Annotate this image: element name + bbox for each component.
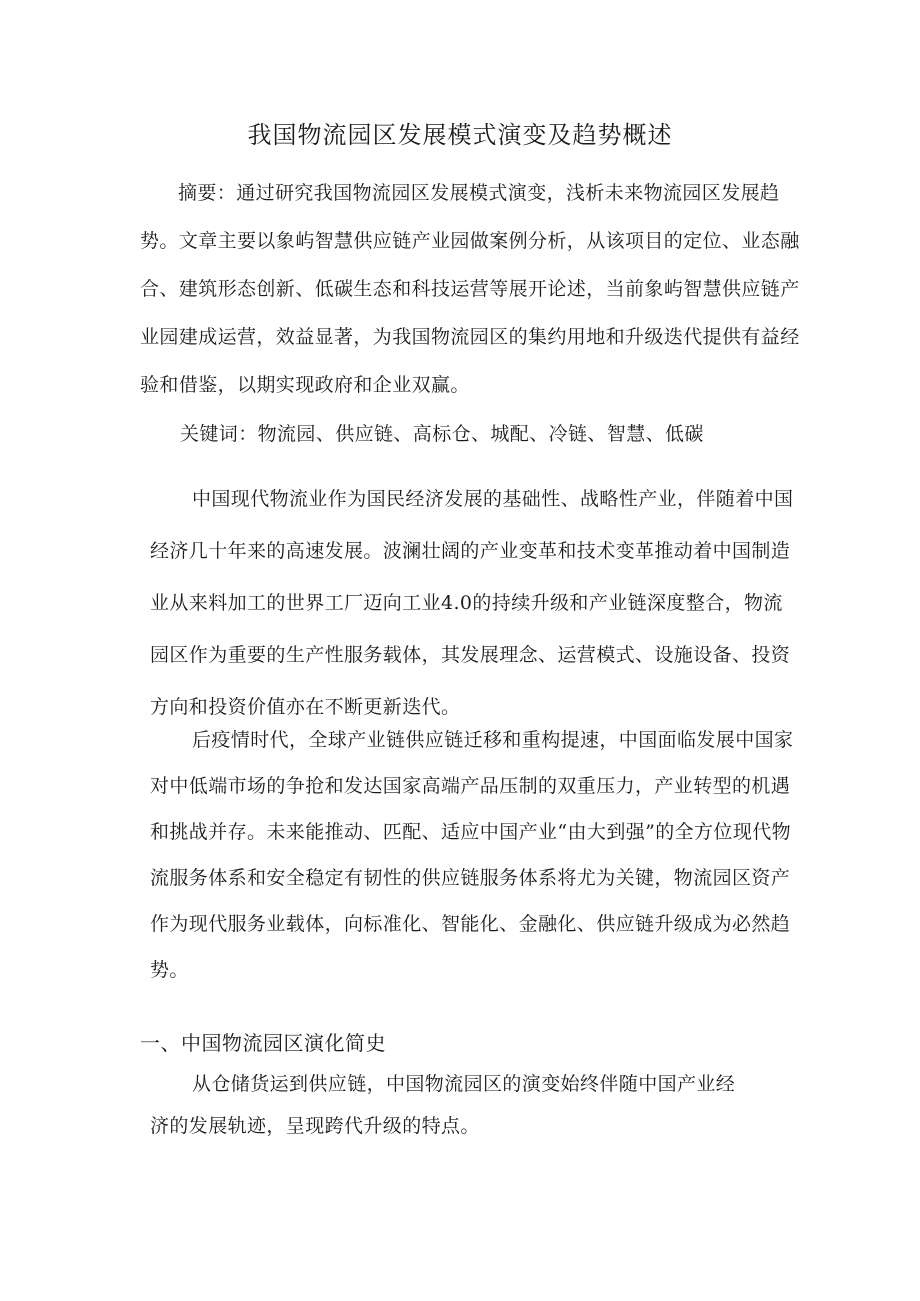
document-title: 我国物流园区发展模式演变及趋势概述: [247, 121, 673, 149]
abstract-paragraph: 摘要：通过研究我国物流园区发展模式演变，浅析未来物流园区发展趋势。文章主要以象屿智慧供应链产业园做案例分析，从该项目的定位、业态融合、建筑形态创新、低碳生态和科技运营等展开论述，当前象屿智慧供应链产业园建成运营，效益显著，为我国物流园区的集约用地和升级迭代提供有益经验和借鉴，以期实现政府和企业双赢。: [140, 182, 800, 396]
section-heading-1: 一、中国物流园区演化简史: [140, 1031, 386, 1055]
body-paragraph-2: 后疫情时代，全球产业链供应链迁移和重构提速，中国面临发展中国家对中低端市场的争抢和发达国家高端产品压制的双重压力，产业转型的机遇和挑战并存。未来能推动、匹配、适应中国产业“由大到强”的全方位现代物流服务体系和安全稳定有韧性的供应链服务体系将尤为关键，物流园区资产作为现代服务业载体，向标准化、智能化、金融化、供应链升级成为必然趋势。: [150, 729, 794, 981]
body-paragraph-1: 中国现代物流业作为国民经济发展的基础性、战略性产业，伴随着中国经济几十年来的高速发展。波澜壮阔的产业变革和技术变革推动着中国制造业从来料加工的世界工厂迈向工业4.0的持续升级和产业链深度整合，物流园区作为重要的生产性服务载体，其发展理念、运营模式、设施设备、投资方向和投资价值亦在不断更新迭代。: [150, 488, 794, 718]
section-1-paragraph: 从仓储货运到供应链，中国物流园区的演变始终伴随中国产业经济的发展轨迹，呈现跨代升级的特点。: [150, 1073, 736, 1137]
keywords-line: 关键词：物流园、供应链、高标仓、城配、冷链、智慧、低碳: [180, 423, 704, 445]
